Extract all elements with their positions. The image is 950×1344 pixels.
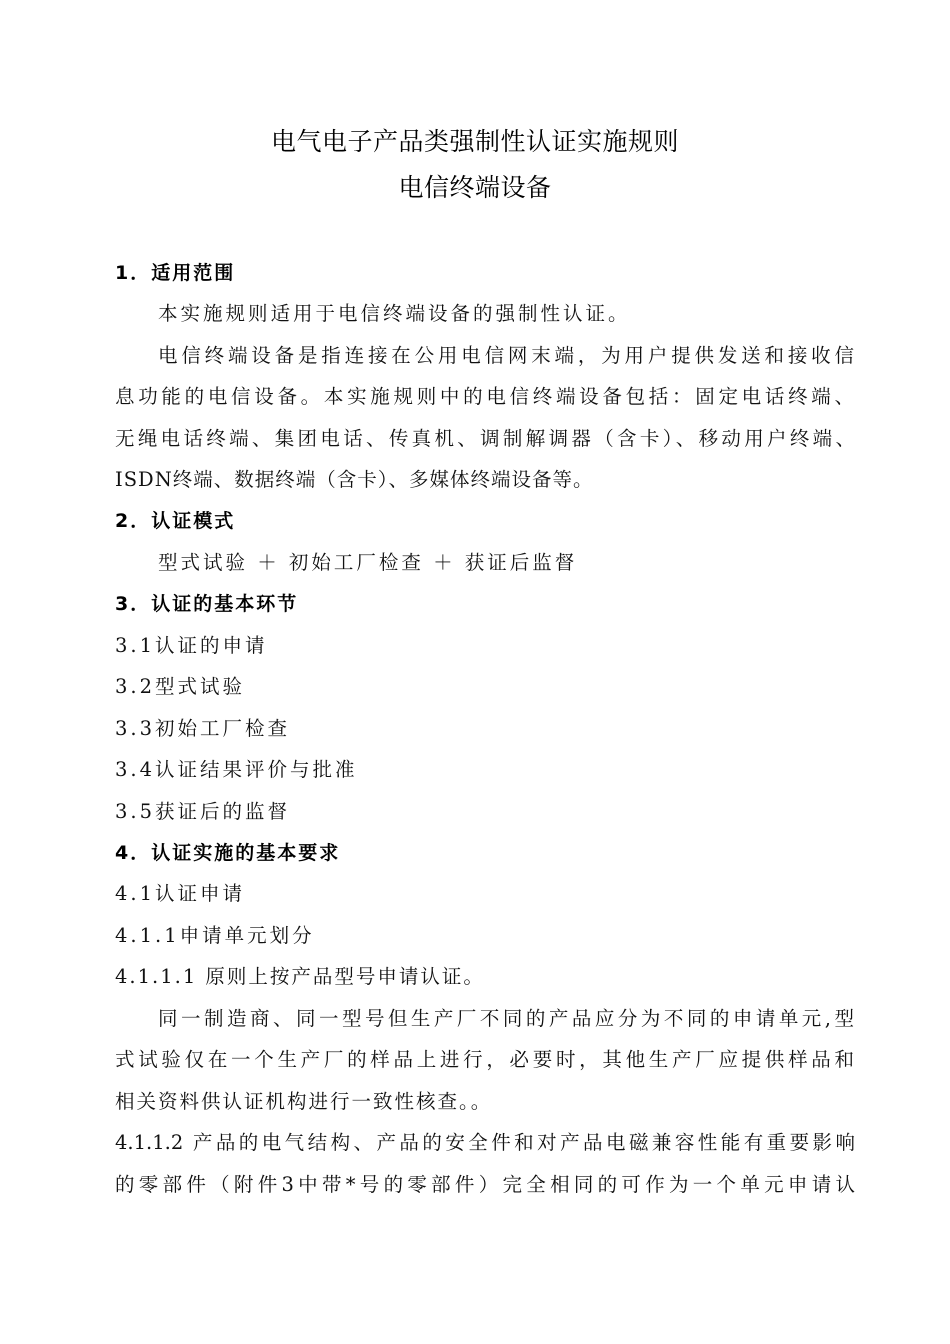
paragraph-line: 电信终端设备是指连接在公用电信网末端，为用户提供发送和接收信 <box>158 344 855 367</box>
paragraph-line: 式试验仅在一个生产厂的样品上进行，必要时，其他生产厂应提供样品和 <box>115 1048 855 1071</box>
list-item: 3.3初始工厂检查 <box>115 717 291 740</box>
paragraph-line: 相关资料供认证机构进行一致性核查。。 <box>115 1090 493 1113</box>
section-heading-mode: 2．认证模式 <box>115 510 236 532</box>
list-item: 4.1.1.1 原则上按产品型号申请认证。 <box>115 965 485 988</box>
section-heading-steps: 3．认证的基本环节 <box>115 593 299 615</box>
list-item: 4.1.1申请单元划分 <box>115 924 315 947</box>
section-heading-requirements: 4．认证实施的基本要求 <box>115 842 341 864</box>
section-heading-scope: 1．适用范围 <box>115 262 236 284</box>
list-item: 3.1认证的申请 <box>115 634 268 657</box>
paragraph-line: 4.1.1.2 产品的电气结构、产品的安全件和对产品电磁兼容性能有重要影响 <box>115 1131 855 1154</box>
list-item: 3.2型式试验 <box>115 675 246 698</box>
paragraph-line: 的零部件（附件3中带*号的零部件）完全相同的可作为一个单元申请认 <box>115 1173 855 1196</box>
list-item: 3.4认证结果评价与批准 <box>115 758 358 781</box>
list-item: 3.5获证后的监督 <box>115 800 291 823</box>
paragraph-line: 息功能的电信设备。本实施规则中的电信终端设备包括：固定电话终端、 <box>115 385 855 408</box>
list-item: 4.1认证申请 <box>115 882 246 905</box>
paragraph-line: 型式试验 ＋ 初始工厂检查 ＋ 获证后监督 <box>158 551 578 574</box>
document-subtitle: 电信终端设备 <box>398 173 552 202</box>
paragraph-line: 本实施规则适用于电信终端设备的强制性认证。 <box>158 302 631 325</box>
document-title: 电气电子产品类强制性认证实施规则 <box>270 127 679 156</box>
paragraph-line: 无绳电话终端、集团电话、传真机、调制解调器（含卡）、移动用户终端、 <box>115 427 855 450</box>
paragraph-line: 同一制造商、同一型号但生产厂不同的产品应分为不同的申请单元,型 <box>158 1007 855 1030</box>
paragraph-line: ISDN终端、数据终端（含卡）、多媒体终端设备等。 <box>115 468 594 491</box>
